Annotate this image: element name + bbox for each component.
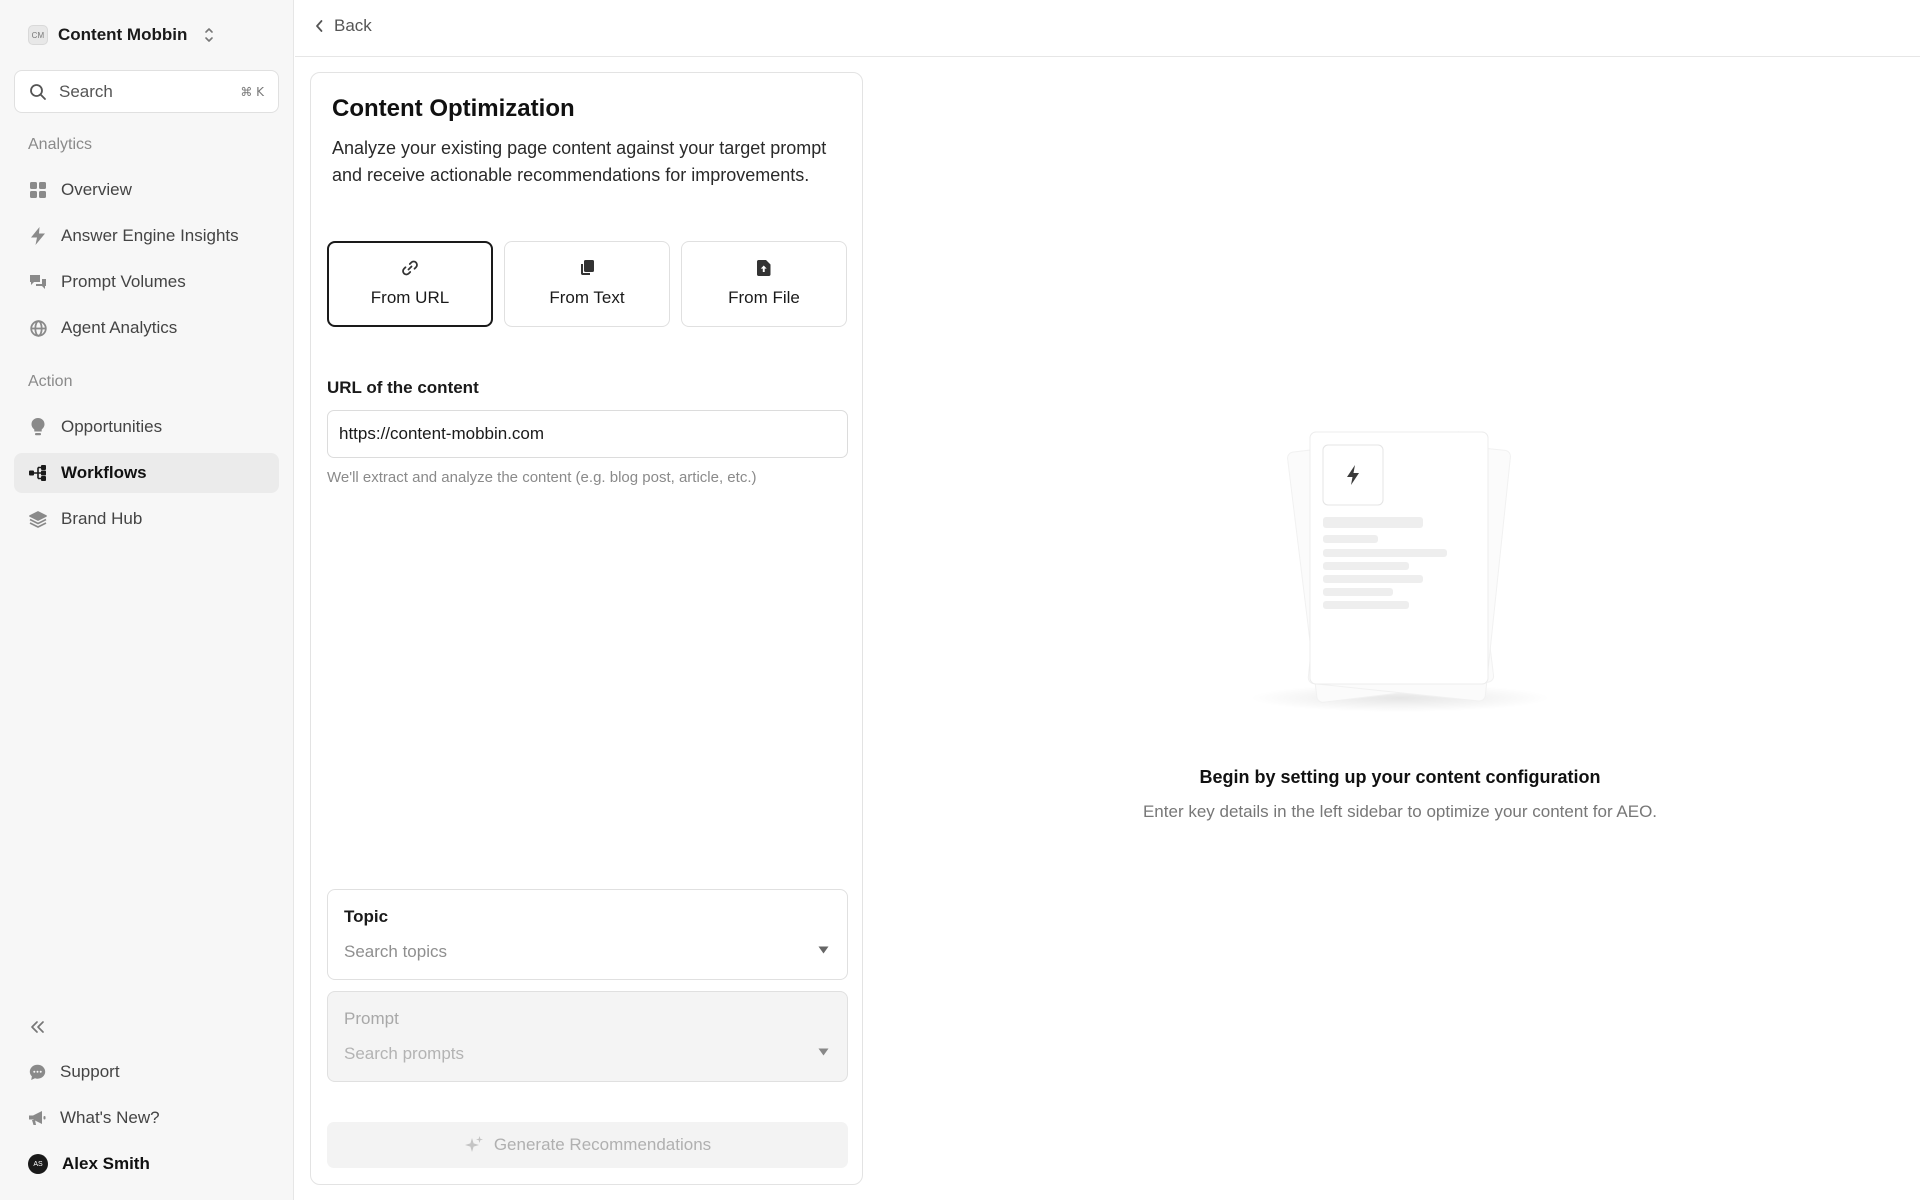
topbar [295, 0, 1920, 57]
caret-down-icon [818, 946, 829, 954]
topic-label: Topic [344, 907, 389, 926]
source-from-file-button[interactable] [681, 241, 847, 327]
sidebar-item-label: Answer Engine Insights [61, 226, 239, 245]
sidebar [0, 0, 294, 1200]
support-link[interactable] [28, 1062, 120, 1082]
chat-icon [28, 1063, 46, 1081]
sparkles-icon [464, 1135, 484, 1155]
source-label: From Text [549, 288, 625, 307]
layers-icon [29, 510, 47, 528]
page-description: Analyze your existing page content against your target prompt and receive actionable recommendations for improvements. [332, 138, 827, 185]
url-input-value: https://content-mobbin.com [339, 424, 545, 443]
prompt-select[interactable] [327, 991, 848, 1082]
chat-bubbles-icon [29, 273, 47, 291]
sidebar-item-opportunities[interactable] [14, 407, 279, 447]
sidebar-item-label: Prompt Volumes [61, 272, 186, 291]
sidebar-item-label: Workflows [61, 463, 147, 482]
file-upload-icon [757, 260, 771, 276]
search-input[interactable] [14, 70, 279, 113]
sidebar-item-label: Brand Hub [61, 509, 143, 528]
search-shortcut: ⌘ K [240, 84, 264, 99]
search-icon [29, 83, 47, 101]
source-from-url-button[interactable] [327, 241, 493, 327]
section-title-analytics: Analytics [28, 136, 93, 153]
workflow-icon [29, 464, 47, 482]
whats-new-link[interactable] [28, 1108, 160, 1128]
lightbulb-icon [29, 418, 47, 436]
section-title-action: Action [28, 373, 73, 390]
search-placeholder: Search [59, 81, 113, 101]
whats-new-label: What's New? [60, 1108, 160, 1127]
source-label: From URL [370, 288, 450, 307]
prompt-label: Prompt [344, 1009, 399, 1028]
content-optimization-panel [310, 72, 863, 1185]
page-title: Content Optimization [332, 95, 575, 122]
sidebar-item-agent-analytics[interactable] [14, 308, 279, 348]
sidebar-item-overview[interactable] [14, 170, 279, 210]
copy-icon [580, 260, 595, 276]
avatar: AS [28, 1154, 48, 1174]
prompt-placeholder: Search prompts [344, 1044, 464, 1063]
topic-placeholder: Search topics [344, 942, 447, 961]
sidebar-item-label: Opportunities [61, 417, 163, 436]
sidebar-item-label: Agent Analytics [61, 318, 178, 337]
bolt-icon [29, 227, 47, 245]
globe-icon [29, 319, 47, 337]
topic-select[interactable] [327, 889, 848, 980]
sidebar-item-label: Overview [61, 180, 132, 199]
grid-icon [29, 181, 47, 199]
sidebar-item-workflows[interactable] [14, 453, 279, 493]
generate-label: Generate Recommendations [493, 1135, 712, 1154]
org-badge: CM [28, 25, 48, 45]
chevron-left-icon [315, 19, 324, 33]
caret-down-icon [818, 1048, 829, 1056]
back-button[interactable] [315, 16, 372, 36]
user-name: Alex Smith [62, 1154, 150, 1173]
source-from-text-button[interactable] [504, 241, 670, 327]
user-menu[interactable] [28, 1154, 150, 1174]
generate-recommendations-button[interactable] [327, 1122, 848, 1168]
support-label: Support [60, 1062, 120, 1081]
megaphone-icon [28, 1109, 46, 1127]
link-icon [402, 260, 418, 276]
sidebar-item-prompt-volumes[interactable] [14, 262, 279, 302]
source-label: From File [728, 288, 800, 307]
sidebar-item-answer-engine-insights[interactable] [14, 216, 279, 256]
org-name: Content Mobbin [58, 25, 188, 44]
chevron-up-down-icon [203, 26, 215, 44]
url-input[interactable] [327, 410, 848, 458]
url-help-text: We'll extract and analyze the content (e.g. blog post, article, etc.) [327, 469, 757, 486]
sidebar-item-brand-hub[interactable] [14, 499, 279, 539]
empty-state-title: Begin by setting up your content configuration [1199, 767, 1601, 787]
back-label: Back [334, 16, 372, 35]
document-illustration [1220, 420, 1580, 720]
org-switcher[interactable] [28, 22, 215, 48]
collapse-sidebar-icon[interactable] [28, 1018, 46, 1036]
empty-state-subtitle: Enter key details in the left sidebar to optimize your content for AEO. [1142, 802, 1658, 821]
url-field-label: URL of the content [327, 378, 479, 397]
